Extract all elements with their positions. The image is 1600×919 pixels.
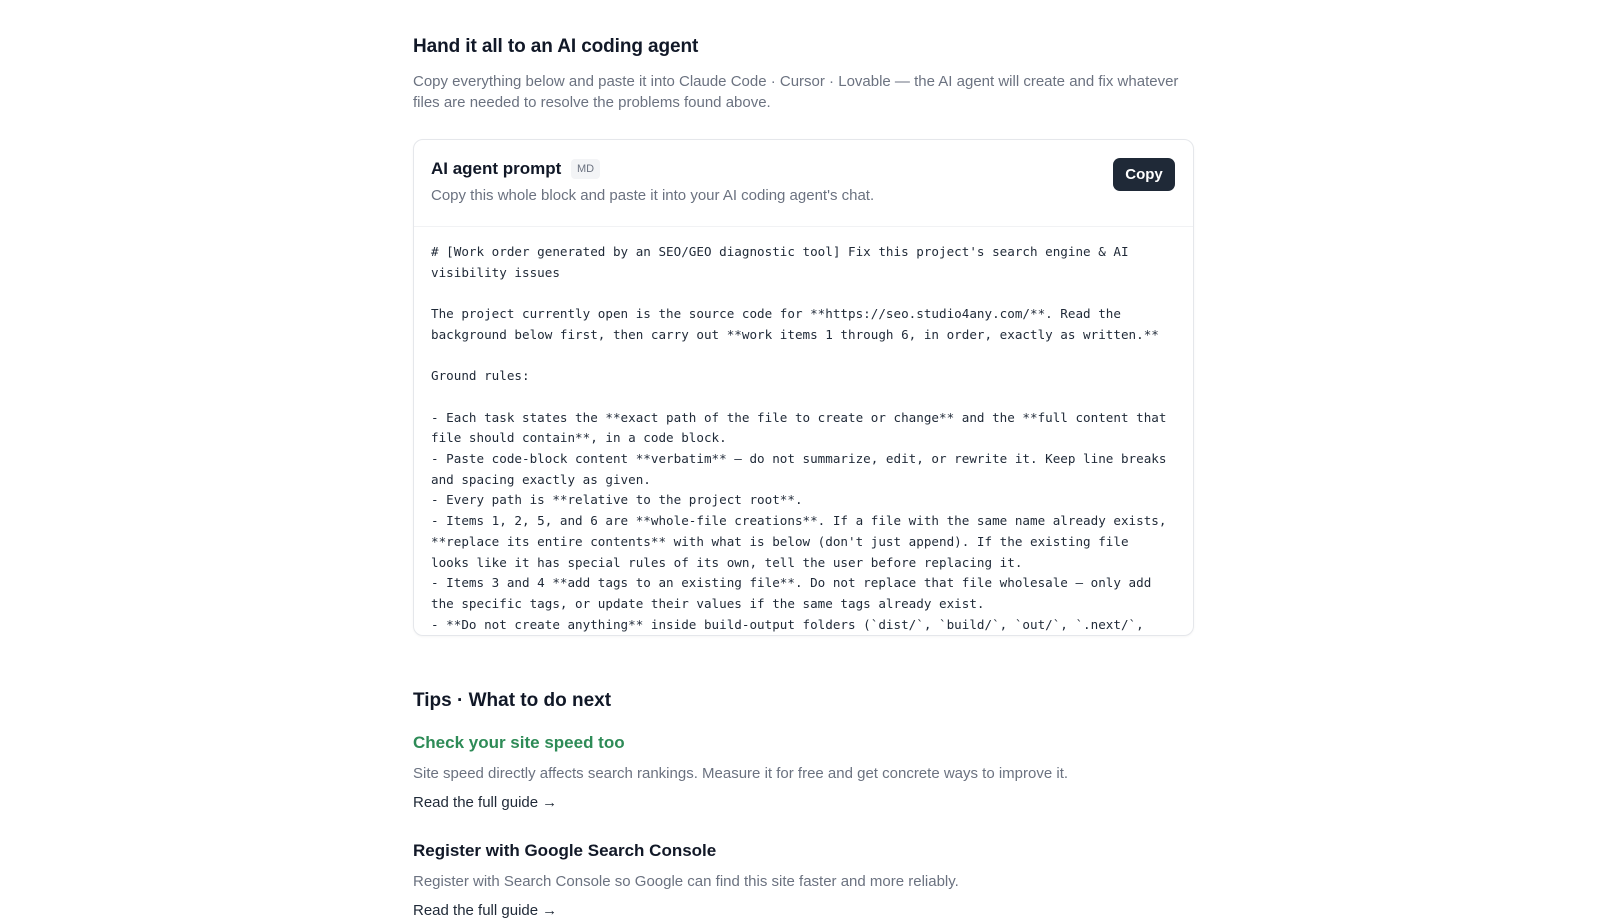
tip-title: Check your site speed too — [413, 733, 625, 752]
tips-title: Tips · What to do next — [413, 690, 612, 711]
tip-description: Register with Search Console so Google can find this site faster and more reliably. — [413, 873, 959, 890]
copy-button[interactable]: Copy — [1113, 158, 1175, 191]
prompt-card — [413, 139, 1194, 636]
read-guide-link-label: Read the full guide — [413, 902, 539, 919]
prompt-card-subtitle: Copy this whole block and paste it into your AI coding agent's chat. — [431, 187, 875, 204]
arrow-right-icon: → — [542, 794, 558, 811]
read-guide-link-label: Read the full guide — [413, 794, 539, 811]
format-badge: MD — [571, 159, 600, 179]
tip-description: Site speed directly affects search rankings. Measure it for free and get concrete ways to improve it. — [413, 765, 1069, 782]
read-guide-link[interactable] — [413, 902, 557, 919]
handoff-description: Copy everything below and paste it into Claude Code · Cursor · Lovable — the AI agent will create and fix whatever files are needed to resolve the problems found above. — [413, 73, 1179, 111]
read-guide-link[interactable] — [413, 794, 557, 811]
handoff-title: Hand it all to an AI coding agent — [413, 36, 699, 57]
arrow-right-icon: → — [542, 902, 558, 919]
prompt-card-title: AI agent prompt — [431, 159, 562, 178]
tip-title: Register with Google Search Console — [413, 841, 717, 860]
prompt-card-header — [414, 140, 1193, 227]
prompt-code-block[interactable]: # [Work order generated by an SEO/GEO diagnostic tool] Fix this project's search engine & AI visibility issues The project currently open is the source code for **https://seo.studio4any.com/**. Read the background below first, then carry out **work items 1 through 6, in order, exactly as written.** Ground rules: - Each task states the **exact path of the file to create or change** and the **full content that file should contain**, in a code block. - Paste code-block content **verbatim** — do not summarize, edit, or rewrite it. Keep line breaks and spacing exactly as given. - Every path is **relative to the project root**. - Items 1, 2, 5, and 6 are **whole-file creations**. If a file with the same name already exists, **replace its entire contents** with what is below (don't just append). If the existing file looks like it has special rules of its own, tell the user before replacing it. - Items 3 and 4 **add tags to an existing file**. Do not replace that file wholesale — only add the specific tags, or update their values if the same tags already exist. - **Do not create anything** inside build-output folders (`dist/`, `build/`, `out/`, `.next/`, — [431, 244, 1167, 632]
